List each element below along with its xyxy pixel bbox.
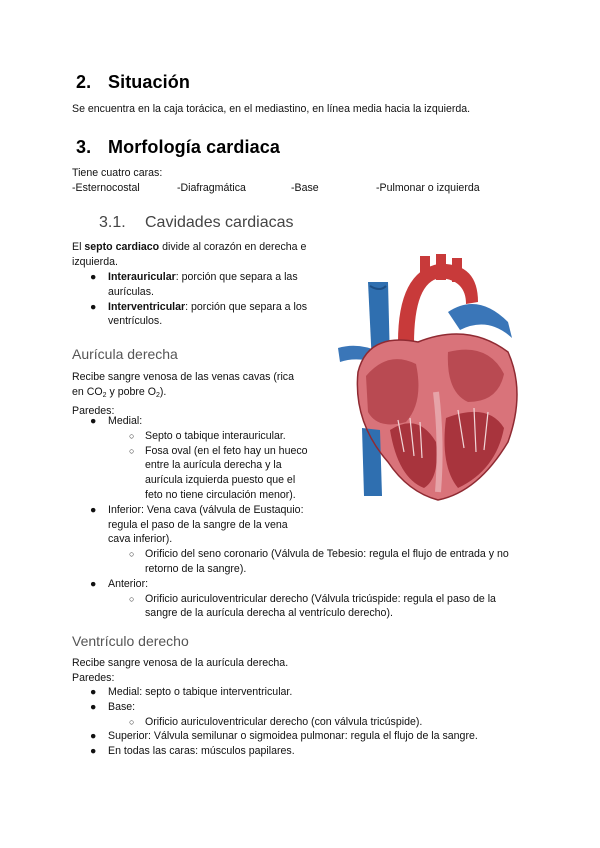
sublist-item: ○ Orificio del seno coronario (Válvula de Tebesio: regula el flujo de entrada y no retorno de la sangre). bbox=[129, 548, 509, 575]
heading-cavidades bbox=[99, 214, 294, 232]
auricula-intro: Recibe sangre venosa de las venas cavas (rica en $CO_2$ y pobre $O_2$). Paredes: bbox=[72, 371, 294, 417]
heading-morfologia bbox=[76, 137, 280, 158]
list-item: ● En todas las caras: músculos papilares. bbox=[90, 745, 295, 758]
face-pulmonar: -Pulmonar o izquierda bbox=[376, 182, 480, 194]
list-item: ● Superior: Válvula semilunar o sigmoidea pulmonar: regula el flujo de la sangre. bbox=[90, 730, 478, 743]
circle-bullet-icon: ○ bbox=[129, 593, 135, 604]
section-number: 2. bbox=[76, 72, 92, 92]
sublist-item: ○ Septo o tabique interauricular. bbox=[129, 429, 286, 442]
face-diafragmatica: -Diafragmática bbox=[177, 182, 246, 194]
list-item: ● Medial: septo o tabique interventricular. bbox=[90, 686, 293, 698]
list-item-medial: ● Medial: ○ Septo o tabique interauricular. ○ Fosa oval (en el feto hay un hueco entre la aurícula derecha y la aurícula izquierda puesto que el feto no tiene circulación menor). bbox=[72, 414, 532, 503]
septum bbox=[436, 392, 440, 492]
bullet-icon: ● bbox=[90, 300, 97, 313]
sublist-item: ○ Orificio auriculoventricular derecho (con válvula tricúspide). bbox=[129, 715, 423, 728]
bullet-icon: ● bbox=[90, 700, 97, 713]
list-item-anterior: ● Anterior: ○ Orificio auriculoventricular derecho (Válvula tricúspide: regula el paso de la sangre de la aurícula derecha al ventrículo derecho). bbox=[72, 577, 532, 621]
situacion-text: Se encuentra en la caja torácica, en el mediastino, en línea media hacia la izquierda. bbox=[72, 103, 471, 115]
heart-cross-section-illustration bbox=[328, 252, 527, 506]
list-item-inferior: ● Inferior: Vena cava (válvula de Eustaquio: regula el paso de la sangre de la vena cava inferior). ○ Orificio del seno coronario (Válvula de Tebesio: regula el flujo de entrada y no retorno de la sangre). bbox=[72, 503, 532, 577]
bullet-icon: ● bbox=[90, 730, 97, 743]
septo-list bbox=[72, 270, 322, 329]
cavidades-intro: El septo cardiaco divide al corazón en derecha e izquierda. bbox=[72, 241, 307, 268]
heading-situacion bbox=[76, 72, 190, 93]
section-title: Morfología cardiaca bbox=[108, 137, 280, 157]
heading-auricula: Aurícula derecha bbox=[72, 346, 178, 362]
base-sublist bbox=[108, 715, 542, 730]
inferior-sublist bbox=[108, 547, 532, 577]
bullet-icon: ● bbox=[90, 415, 97, 427]
bullet-icon: ● bbox=[90, 745, 97, 758]
subsection-number: 3.1. bbox=[99, 214, 126, 231]
section-number: 3. bbox=[76, 137, 92, 157]
septo-term: septo cardiaco bbox=[84, 241, 160, 253]
section-title: Situación bbox=[108, 72, 190, 92]
sublist-item: ○ Fosa oval (en el feto hay un hueco entre la aurícula derecha y la aurícula izquierda puesto que el feto no tiene circulación menor). bbox=[129, 444, 308, 501]
bullet-icon: ● bbox=[90, 577, 97, 590]
heading-ventriculo: Ventrículo derecho bbox=[72, 633, 189, 649]
circle-bullet-icon: ○ bbox=[129, 430, 135, 441]
right-atrium bbox=[366, 359, 418, 424]
bullet-icon: ● bbox=[90, 503, 97, 516]
faces-row bbox=[72, 181, 552, 196]
circle-bullet-icon: ○ bbox=[129, 549, 135, 560]
list-item: ● Interauricular: porción que separa a las aurículas. bbox=[90, 271, 298, 298]
circle-bullet-icon: ○ bbox=[129, 445, 135, 456]
ventriculo-intro: Recibe sangre venosa de la aurícula derecha. Paredes: bbox=[72, 657, 289, 684]
list-item: ● Base: ○ Orificio auriculoventricular derecho (con válvula tricúspide). bbox=[72, 700, 542, 730]
bullet-icon: ● bbox=[90, 686, 97, 698]
circle-bullet-icon: ○ bbox=[129, 716, 135, 727]
bullet-icon: ● bbox=[90, 271, 97, 283]
list-item: ● Interventricular: porción que separa a los ventrículos. bbox=[90, 300, 308, 328]
morfologia-intro: Tiene cuatro caras: bbox=[72, 167, 163, 179]
ventriculo-paredes-list bbox=[72, 685, 542, 759]
subsection-title: Cavidades cardiacas bbox=[145, 214, 294, 231]
face-esternocostal: -Esternocostal bbox=[72, 182, 140, 194]
sublist-item: ○ Orificio auriculoventricular derecho (Válvula tricúspide: regula el paso de la sangre de la aurícula derecha al ventrículo derecho). bbox=[129, 592, 496, 620]
face-base: -Base bbox=[291, 182, 319, 194]
anterior-sublist bbox=[108, 592, 532, 622]
